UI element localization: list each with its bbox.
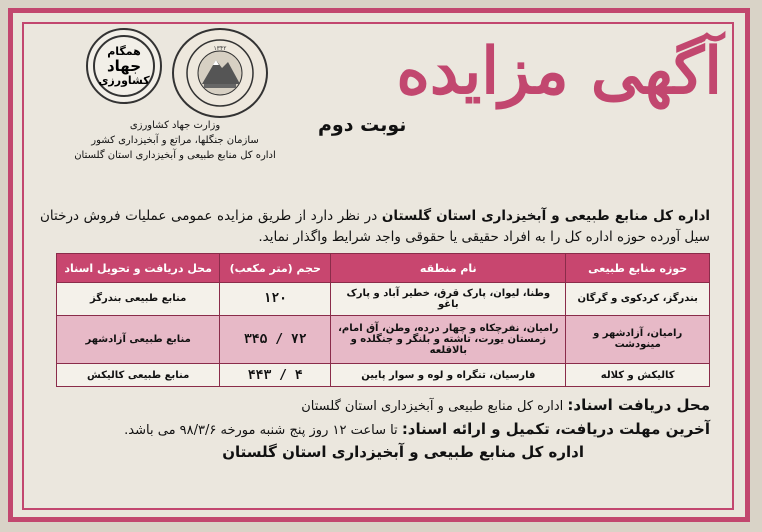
cell-volume: ۴۴۳ / ۴ xyxy=(220,364,331,387)
deadline-value: تا ساعت ۱۲ روز پنج شنبه مورخه ۹۸/۳/۶ می باشد. xyxy=(124,423,402,438)
cell-office: منابع طبیعی کالیکش xyxy=(57,364,220,387)
organization-block xyxy=(56,118,294,163)
intro-text: در نظر دارد از طریق مزایده عمومی عملیات فروش درختان سیل آورده حوزه اداره کل را به افراد حقیقی یا حقوقی واجد شرایط واگذار نماید. xyxy=(40,208,710,245)
jahad-logo-ring xyxy=(93,35,155,97)
jahad-logo-bottom: کشاورزی xyxy=(98,73,150,87)
auction-table xyxy=(56,253,710,387)
jahad-logo xyxy=(86,28,162,104)
jahad-logo-top: همگام xyxy=(107,44,141,58)
mountain-emblem-icon xyxy=(180,36,260,110)
jahad-logo-main: جهاد xyxy=(106,56,142,75)
deadline-line xyxy=(100,420,710,438)
forest-organization-logo xyxy=(172,28,268,118)
col-header-office: محل دریافت و تحویل اسناد xyxy=(57,254,220,283)
cell-area: کالیکش و کلاله xyxy=(566,364,710,387)
cell-office: منابع طبیعی بندرگز xyxy=(57,283,220,316)
page-title: آگهی مزایده xyxy=(396,34,722,109)
document-receipt-line xyxy=(100,396,710,414)
org-line-organization: سازمان جنگلها، مراتع و آبخیزداری کشور xyxy=(91,135,259,146)
cell-region: رامیان، نفرچکاه و چهار درده، وطن، آق امام، زمستان یورت، تاشته و بلنگر و جنگلده و بالاقلعه xyxy=(331,315,566,363)
round-subtitle: نوبت دوم xyxy=(318,114,407,136)
receipt-label: محل دریافت اسناد: xyxy=(567,396,710,414)
table-row xyxy=(57,283,710,316)
cell-region: وطنا، لیوان، پارک قرق، خطیر آباد و پارک باغو xyxy=(331,283,566,316)
deadline-label: آخرین مهلت دریافت، تکمیل و ارائه اسناد: xyxy=(401,420,710,438)
cell-volume: ۳۴۵ / ۷۲ xyxy=(220,315,331,363)
intro-paragraph xyxy=(40,206,710,248)
table-header-row xyxy=(57,254,710,283)
org-line-department: اداره کل منابع طبیعی و آبخیزداری استان گلستان xyxy=(74,150,276,161)
table-row xyxy=(57,315,710,363)
col-header-region: نام منطقه xyxy=(331,254,566,283)
table-row xyxy=(57,364,710,387)
org-line-ministry: وزارت جهاد کشاورزی xyxy=(129,120,221,131)
footer-organization: اداره کل منابع طبیعی و آبخیزداری استان گلستان xyxy=(222,443,584,461)
col-header-volume: حجم (متر مکعب) xyxy=(220,254,331,283)
cell-area: رامیان، آزادشهر و مینودشت xyxy=(566,315,710,363)
forest-logo-year: ۱۳۴۲ xyxy=(213,45,227,52)
col-header-area: حوزه منابع طبیعی xyxy=(566,254,710,283)
receipt-value: اداره کل منابع طبیعی و آبخیزداری استان گلستان xyxy=(301,399,568,414)
cell-office: منابع طبیعی آزادشهر xyxy=(57,315,220,363)
cell-volume: ۱۲۰ xyxy=(220,283,331,316)
cell-region: فارسیان، تنگراه و لوه و سوار پایین xyxy=(331,364,566,387)
intro-org-name: اداره کل منابع طبیعی و آبخیزداری استان گلستان xyxy=(381,208,710,224)
cell-area: بندرگز، کردکوی و گرگان xyxy=(566,283,710,316)
